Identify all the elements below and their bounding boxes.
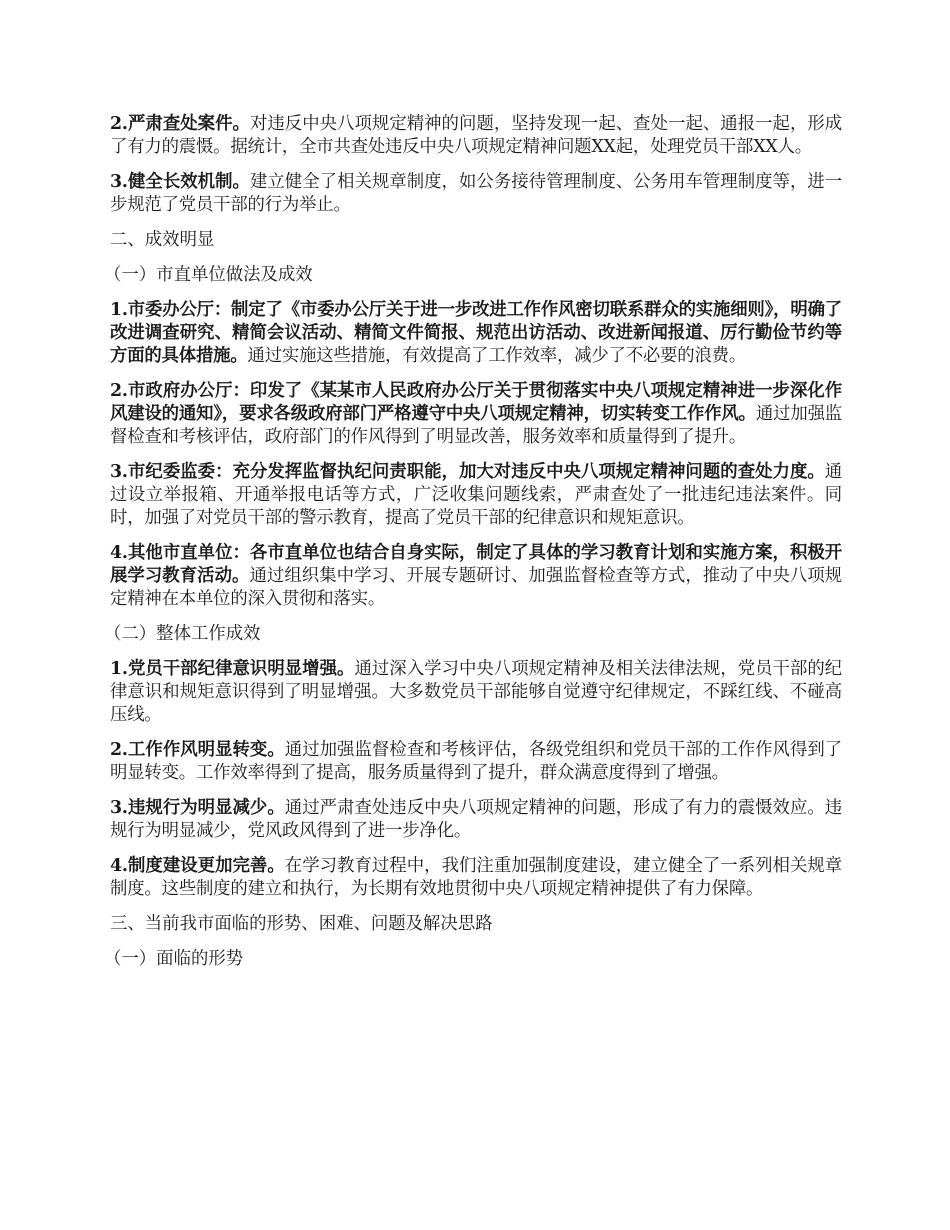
paragraph-text: （二）整体工作成效 (104, 624, 261, 644)
paragraph (110, 797, 842, 843)
paragraph (110, 113, 842, 159)
paragraph (110, 171, 842, 217)
paragraph-text: 通过加强监督检查和考核评估，政府部门的作风得到了明显改善，服务效率和质量得到了提升。 (110, 404, 842, 447)
paragraph (110, 299, 842, 368)
section-heading (110, 229, 842, 252)
paragraph-text: 通过设立举报箱、开通举报电话等方式，广泛收集问题线索，严肃查处了一批违纪违法案件。同时，加强了对党员干部的警示教育，提高了党员干部的纪律意识和规矩意识。 (110, 462, 842, 528)
paragraph-text: 建立健全了相关规章制度，如公务接待管理制度、公务用车管理制度等，进一步规范了党员干部的行为举止。 (110, 172, 842, 215)
paragraph-text: 三、当前我市面临的形势、困难、问题及解决思路 (110, 914, 493, 934)
paragraph-text: 通过加强监督检查和考核评估，各级党组织和党员干部的工作作风得到了明显转变。工作效率得到了提高，服务质量得到了提升，群众满意度得到了增强。 (110, 740, 842, 783)
section-heading (110, 913, 842, 936)
paragraph-lead: 2.工作作风明显转变。 (110, 740, 285, 760)
paragraph (110, 739, 842, 785)
paragraph-text: 在学习教育过程中，我们注重加强制度建设，建立健全了一系列相关规章制度。这些制度的建立和执行，为长期有效地贯彻中央八项规定精神提供了有力保障。 (110, 856, 842, 899)
paragraph (110, 658, 842, 727)
paragraph-text: 通过深入学习中央八项规定精神及相关法律法规，党员干部的纪律意识和规矩意识得到了明显增强。大多数党员干部能够自觉遵守纪律规定，不踩红线、不碰高压线。 (110, 659, 842, 725)
paragraph (110, 380, 842, 449)
paragraph-text: 通过严肃查处违反中央八项规定精神的问题，形成了有力的震慑效应。违规行为明显减少，党风政风得到了进一步净化。 (110, 798, 842, 841)
paragraph-text: 通过组织集中学习、开展专题研讨、加强监督检查等方式，推动了中央八项规定精神在本单位的深入贯彻和落实。 (110, 566, 842, 609)
paragraph (110, 855, 842, 901)
subsection-heading (104, 948, 842, 971)
paragraph-lead: 3.健全长效机制。 (110, 172, 250, 192)
document-page (104, 113, 842, 983)
paragraph-lead: 4.其他市直单位：各市直单位也结合自身实际，制定了具体的学习教育计划和实施方案，积极开展学习教育活动。 (110, 543, 842, 586)
paragraph-text: （一）面临的形势 (104, 949, 244, 969)
subsection-heading (104, 264, 842, 287)
paragraph-lead: 3.市纪委监委：充分发挥监督执纪问责职能，加大对违反中央八项规定精神问题的查处力度。 (110, 462, 825, 482)
paragraph-text: 通过实施这些措施，有效提高了工作效率，减少了不必要的浪费。 (247, 346, 747, 366)
paragraph-lead: 1.党员干部纪律意识明显增强。 (110, 659, 355, 679)
paragraph-lead: 3.违规行为明显减少。 (110, 798, 285, 818)
paragraph-lead: 2.市政府办公厅：印发了《某某市人民政府办公厅关于贯彻落实中央八项规定精神进一步深化作风建设的通知》，要求各级政府部门严格遵守中央八项规定精神，切实转变工作作风。 (110, 381, 842, 424)
paragraph (110, 461, 842, 530)
subsection-heading (104, 623, 842, 646)
paragraph-text: （一）市直单位做法及成效 (104, 265, 313, 285)
paragraph-text: 二、成效明显 (110, 230, 215, 250)
paragraph-lead: 1.市委办公厅：制定了《市委办公厅关于进一步改进工作作风密切联系群众的实施细则》，明确了改进调查研究、精简会议活动、精简文件简报、规范出访活动、改进新闻报道、厉行勤俭节约等方面的具体措施。 (110, 300, 842, 366)
paragraph (110, 542, 842, 611)
paragraph-lead: 4.制度建设更加完善。 (110, 856, 285, 876)
paragraph-text: 对违反中央八项规定精神的问题，坚持发现一起、查处一起、通报一起，形成了有力的震慑。据统计，全市共查处违反中央八项规定精神问题XX起，处理党员干部XX人。 (110, 114, 842, 157)
paragraph-lead: 2.严肃查处案件。 (110, 114, 250, 134)
